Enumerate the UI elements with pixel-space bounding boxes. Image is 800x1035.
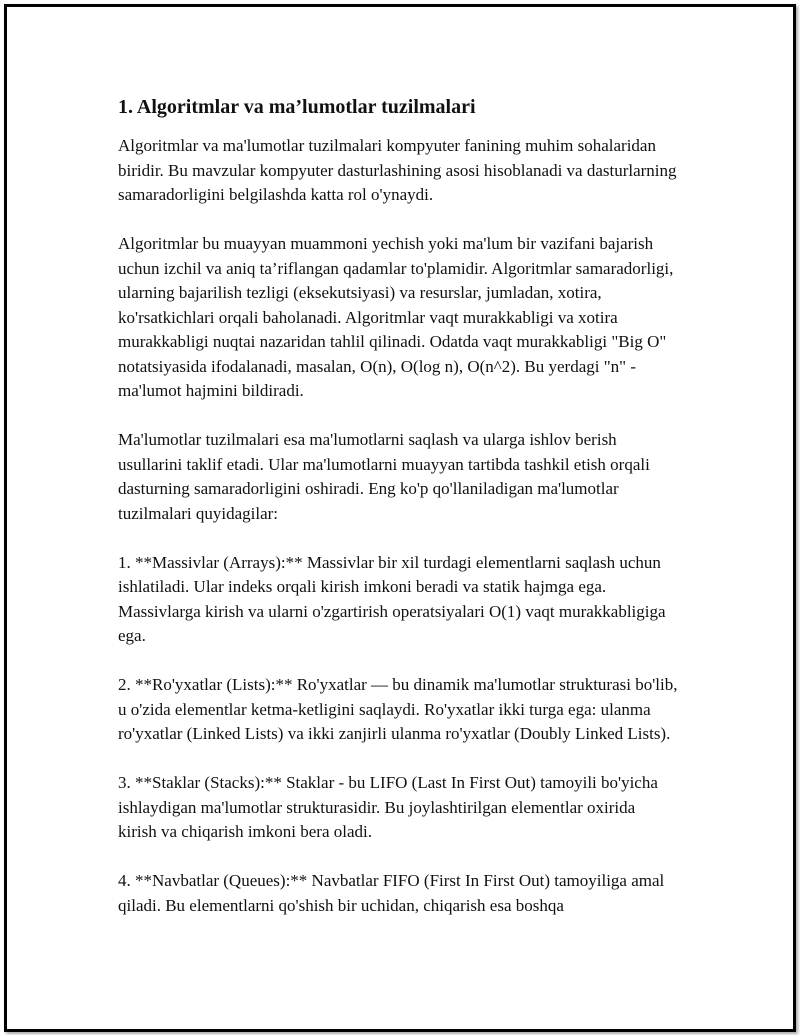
list-item-queues: 4. **Navbatlar (Queues):** Navbatlar FIFO (First In First Out) tamoyiliga amal qiladi. Bu elementlarni qo'shish bir uchidan, chiqarish esa boshqa xyxy=(118,871,665,915)
paragraph-algorithms: Algoritmlar bu muayyan muammoni yechish yoki ma'lum bir vazifani bajarish uchun izchil va aniq ta’riflangan qadamlar to'plamidir. Algoritmlar samaradorligi, ularning bajarilish tezligi (eksekutsiyasi) va resurslar, jumladan, xotira, ko'rsatkichlari orqali baholanadi. Algoritmlar vaqt murakkabligi va xotira murakkabligi nuqtai nazaridan tahlil qilinadi. Odatda vaqt murakkabligi "Big O" notatsiyasida ifodalanadi, masalan, O(n), O(log n), O(n^2). Bu yerdagi "n" - ma'lumot hajmini bildiradi. xyxy=(118,234,674,400)
list-item-arrays: 1. **Massivlar (Arrays):** Massivlar bir xil turdagi elementlarni saqlash uchun ishlatiladi. Ular indeks orqali kirish imkoni beradi va statik hajmga ega. Massivlarga kirish va ularni o'zgartirish operatsiyalari O(1) vaqt murakkabligiga ega. xyxy=(118,552,666,645)
paragraph-data-structures: Ma'lumotlar tuzilmalari esa ma'lumotlarni saqlash va ularga ishlov berish usullarini taklif etadi. Ular ma'lumotlarni muayyan tartibda tashkil etish orqali dasturning samaradorligini oshiradi. Eng ko'p qo'llaniladigan ma'lumotlar tuzilmalari quyidagilar: xyxy=(118,430,650,523)
list-item-lists: 2. **Ro'yxatlar (Lists):** Ro'yxatlar — bu dinamik ma'lumotlar strukturasi bo'lib, u o'zida elementlar ketma-ketligini saqlaydi. Ro'yxatlar ikki turga ega: ulanma ro'yxatlar (Linked Lists) va ikki zanjirli ulanma ro'yxatlar (Doubly Linked Lists). xyxy=(118,675,678,743)
section-heading: 1. Algoritmlar va ma’lumotlar tuzilmalari xyxy=(118,96,476,118)
list-item-stacks: 3. **Staklar (Stacks):** Staklar - bu LIFO (Last In First Out) tamoyili bo'yicha ishlaydigan ma'lumotlar strukturasidir. Bu joylashtirilgan elementlar oxirida kirish va chiqarish imkoni bera oladi. xyxy=(118,773,658,841)
document-content xyxy=(118,94,678,943)
paragraph-intro: Algoritmlar va ma'lumotlar tuzilmalari kompyuter fanining muhim sohalaridan biridir. Bu mavzular kompyuter dasturlashining asosi hisoblanadi va dasturlarning samaradorligini belgilashda katta rol o'ynaydi. xyxy=(118,136,677,204)
